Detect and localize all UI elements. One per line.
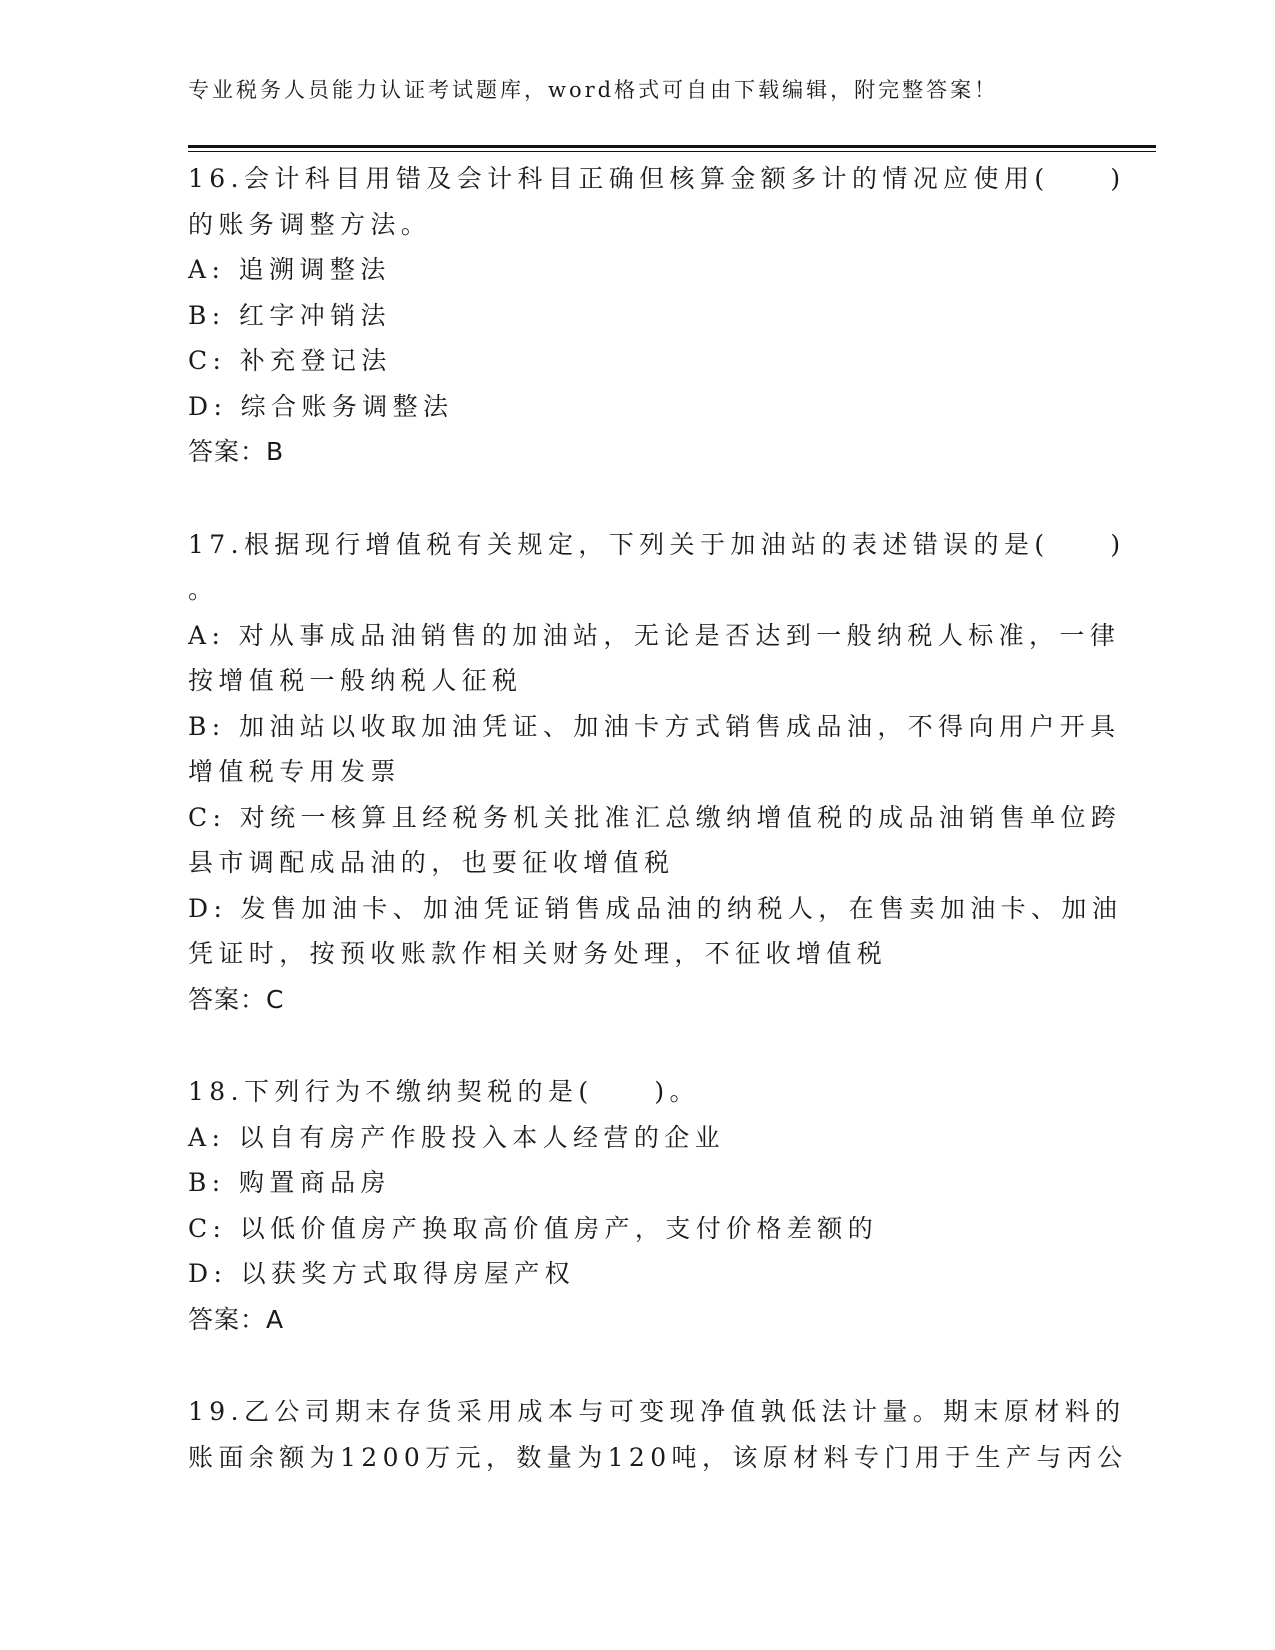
option-a-cont: 按增值税一般纳税人征税 — [188, 666, 523, 695]
option-b: B: 购置商品房 — [188, 1168, 391, 1197]
option-c: C: 对统一核算且经税务机关批准汇总缴纳增值税的成品油销售单位跨 — [188, 802, 1122, 832]
option-c: C: 以低价值房产换取高价值房产，支付价格差额的 — [188, 1213, 879, 1243]
question-17 — [188, 522, 1126, 1023]
question-stem: 19.乙公司期末存货采用成本与可变现净值孰低法计量。期末原材料的 — [188, 1397, 1126, 1426]
question-stem: 。 — [188, 575, 219, 604]
option-b: B: 加油站以收取加油凭证、加油卡方式销售成品油，不得向用户开具 — [188, 711, 1121, 741]
answer: 答案：B — [188, 437, 285, 466]
option-a: A: 以自有房产作股投入本人经营的企业 — [188, 1122, 726, 1152]
answer: 答案：C — [188, 984, 285, 1014]
header-rule-thin — [188, 151, 1156, 152]
question-19 — [188, 1389, 1128, 1480]
page-header: 专业税务人员能力认证考试题库，word格式可自由下载编辑，附完整答案！ — [188, 78, 999, 102]
question-stem: 的账务调整方法。 — [188, 209, 432, 239]
option-a: A: 对从事成品油销售的加油站，无论是否达到一般纳税人标准，一律 — [188, 620, 1121, 650]
option-d-cont: 凭证时，按预收账款作相关财务处理，不征收增值税 — [188, 939, 888, 968]
option-c: C: 补充登记法 — [188, 346, 392, 375]
answer: 答案：A — [188, 1304, 285, 1334]
option-b: B: 红字冲销法 — [188, 300, 391, 330]
header-rule-thick — [188, 145, 1156, 148]
question-stem: 18.下列行为不缴纳契税的是( )。 — [188, 1077, 700, 1106]
option-b-cont: 增值税专用发票 — [188, 757, 401, 786]
question-stem: 17.根据现行增值税有关规定，下列关于加油站的表述错误的是( ) — [188, 529, 1126, 559]
option-d: D: 综合账务调整法 — [188, 391, 454, 421]
question-18 — [188, 1069, 1088, 1342]
question-16 — [188, 156, 1126, 475]
question-list — [188, 156, 1128, 1480]
option-c-cont: 县市调配成品油的，也要征收增值税 — [188, 848, 675, 877]
option-d: D: 发售加油卡、加油凭证销售成品油的纳税人，在售卖加油卡、加油 — [188, 893, 1123, 923]
question-stem: 16.会计科目用错及会计科目正确但核算金额多计的情况应使用( ) — [188, 164, 1126, 193]
option-a: A: 追溯调整法 — [188, 255, 391, 284]
option-d: D: 以获奖方式取得房屋产权 — [188, 1259, 576, 1288]
question-stem: 账面余额为1200万元，数量为120吨，该原材料专门用于生产与丙公 — [188, 1442, 1128, 1472]
